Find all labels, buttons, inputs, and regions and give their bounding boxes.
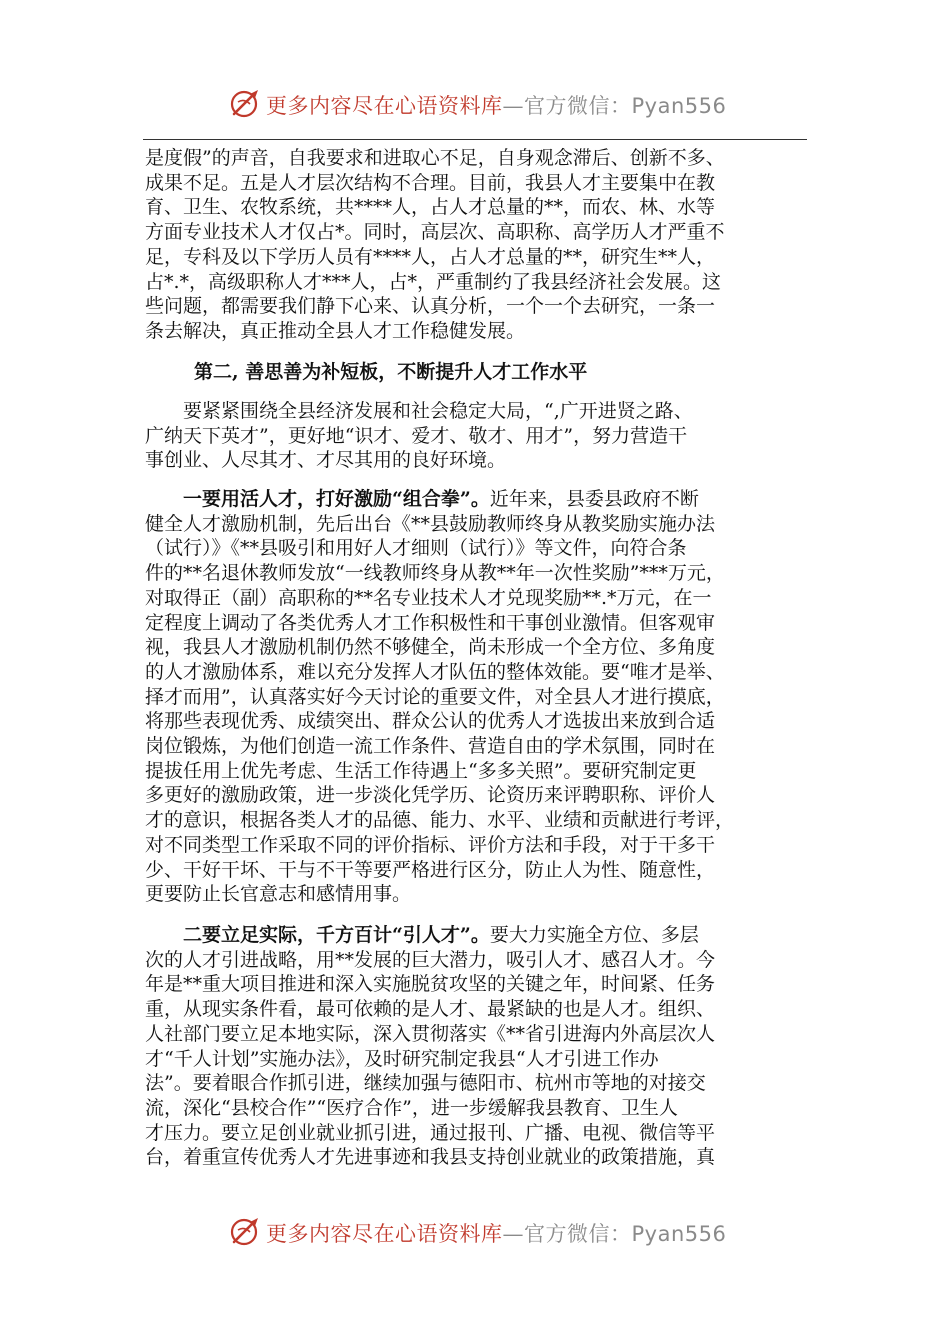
footer-text: [266, 1218, 726, 1248]
text-line: 方面专业技术人才仅占*。同时，高层次、高职称、高学历人才严重不: [145, 221, 725, 244]
section-heading: [194, 360, 858, 385]
lead-rest: 近年来，县委县政府不断: [489, 488, 699, 510]
header-banner: [0, 84, 950, 124]
footer-wechat: Pyan556: [631, 1222, 727, 1246]
footer-suffix: 官方微信：: [524, 1222, 632, 1246]
paragraph-2: [145, 399, 809, 473]
footer-dash: —: [502, 1222, 524, 1246]
text-line: 重，从现实条件看，最可依赖的是人才、最紧缺的也是人才。组织、: [145, 998, 716, 1021]
text-line: 法”。要着眼合作抓引进，继续加强与德阳市、杭州市等地的对接交: [145, 1072, 706, 1095]
header-dash: —: [502, 94, 524, 118]
text-line: 健全人才激励机制，先后出台《**县鼓励教师终身从教奖励实施办法: [145, 512, 716, 535]
text-line: 岗位锻炼，为他们创造一流工作条件、营造自由的学术氛围，同时在: [145, 735, 716, 758]
text-line: 择才而用”，认真落实好今天讨论的重要文件，对全县人才进行摸底，: [145, 685, 725, 708]
logo-icon: [228, 88, 262, 120]
footer-prefix: 更多内容尽在心语资料库: [266, 1222, 503, 1246]
logo-icon: [228, 1216, 262, 1248]
text-line: 育、卫生、农牧系统，共****人，占人才总量的**，而农、林、水等: [145, 196, 716, 219]
text-line: 少、干好干坏、干与不干等要严格进行区分，防止人为性、随意性，: [145, 858, 716, 881]
footer-banner: [0, 1212, 950, 1252]
paragraph-4: [145, 923, 809, 1170]
header-wechat: Pyan556: [631, 94, 727, 118]
header-rule: [143, 139, 807, 140]
text-line: 些问题，都需要我们静下心来、认真分析，一个一个去研究，一条一: [145, 295, 716, 318]
text-line: 是度假”的声音，自我要求和进取心不足，自身观念滞后、创新不多、: [145, 147, 725, 169]
header-prefix: 更多内容尽在心语资料库: [266, 94, 503, 118]
text-line: 次的人才引进战略，用**发展的巨大潜力，吸引人才、感召人才。今: [145, 948, 716, 971]
text-line: 条去解决，真正推动全县人才工作稳健发展。: [145, 319, 526, 342]
text-line: 定程度上调动了各类优秀人才工作积极性和干事创业激情。但客观审: [145, 611, 716, 634]
bold-lead: 一要用活人才，打好激励“组合拳”。: [183, 488, 490, 510]
text-line: 视，我县人才激励机制仍然不够健全，尚未形成一个全方位、多角度: [145, 636, 716, 659]
text-line: 多更好的激励政策，进一步淡化凭学历、论资历来评聘职称、评价人: [145, 784, 716, 807]
paragraph-3: [145, 487, 809, 907]
text-line: 占*.*，高级职称人才***人，占*，严重制约了我县经济社会发展。这: [145, 270, 722, 293]
text-line: （试行）》《**县吸引和用好人才细则（试行）》等文件，向符合条: [145, 537, 687, 560]
bold-lead: 二要立足实际，千方百计“引人才”。: [183, 924, 490, 946]
text-line: 年是**重大项目推进和深入实施脱贫攻坚的关键之年，时间紧、任务: [145, 973, 716, 996]
text-line-first: [145, 923, 809, 948]
text-line: 的人才激励体系，难以充分发挥人才队伍的整体效能。要“唯才是举、: [145, 660, 725, 683]
text-line: 才的意识，根据各类人才的品德、能力、水平、业绩和贡献进行考评，: [145, 809, 735, 832]
text-line: 对不同类型工作采取不同的评价指标、评价方法和手段，对于干多干: [145, 833, 716, 856]
text-line: 更要防止长官意志和感情用事。: [145, 883, 412, 906]
text-line: 才“千人计划”实施办法》，及时研究制定我县“人才引进工作办: [145, 1047, 659, 1070]
text-line: 才压力。要立足创业就业抓引进，通过报刊、广播、电视、微信等平: [145, 1121, 716, 1144]
text-line: 足，专科及以下学历人员有****人，占人才总量的**，研究生**人，: [145, 245, 716, 268]
text-line: 将那些表现优秀、成绩突出、群众公认的优秀人才选拔出来放到合适: [145, 710, 716, 733]
text-line: 要紧紧围绕全县经济发展和社会稳定大局，“,广开进贤之路、: [183, 400, 693, 422]
text-line: 流，深化“县校合作”“医疗合作”，进一步缓解我县教育、卫生人: [145, 1096, 678, 1119]
text-line: 台，着重宣传优秀人才先进事迹和我县支持创业就业的政策措施，真: [145, 1146, 716, 1169]
header-suffix: 官方微信：: [524, 94, 632, 118]
text-line: 人社部门要立足本地实际，深入贯彻落实《**省引进海内外高层次人: [145, 1022, 716, 1045]
lead-rest: 要大力实施全方位、多层: [489, 924, 699, 946]
text-line: 对取得正（副）高职称的**名专业技术人才兑现奖励**.*万元，在一: [145, 586, 712, 609]
text-line-first: [145, 487, 809, 512]
heading-text: 第二, 善思善为补短板，不断提升人才工作水平: [194, 361, 588, 383]
paragraph-1: [145, 146, 809, 344]
text-line: 提拔任用上优先考虑、生活工作待遇上“多多关照”。要研究制定更: [145, 759, 697, 782]
text-line: 件的**名退休教师发放“一线教师终身从教**年一次性奖励”***万元，: [145, 562, 725, 585]
text-line: 广纳天下英才”，更好地“识才、爱才、敬才、用才”，努力营造干: [145, 424, 688, 447]
text-line: 事创业、人尽其才、才尽其用的良好环境。: [145, 449, 507, 472]
text-line: 成果不足。五是人才层次结构不合理。目前，我县人才主要集中在教: [145, 171, 716, 194]
header-text: [266, 90, 726, 120]
